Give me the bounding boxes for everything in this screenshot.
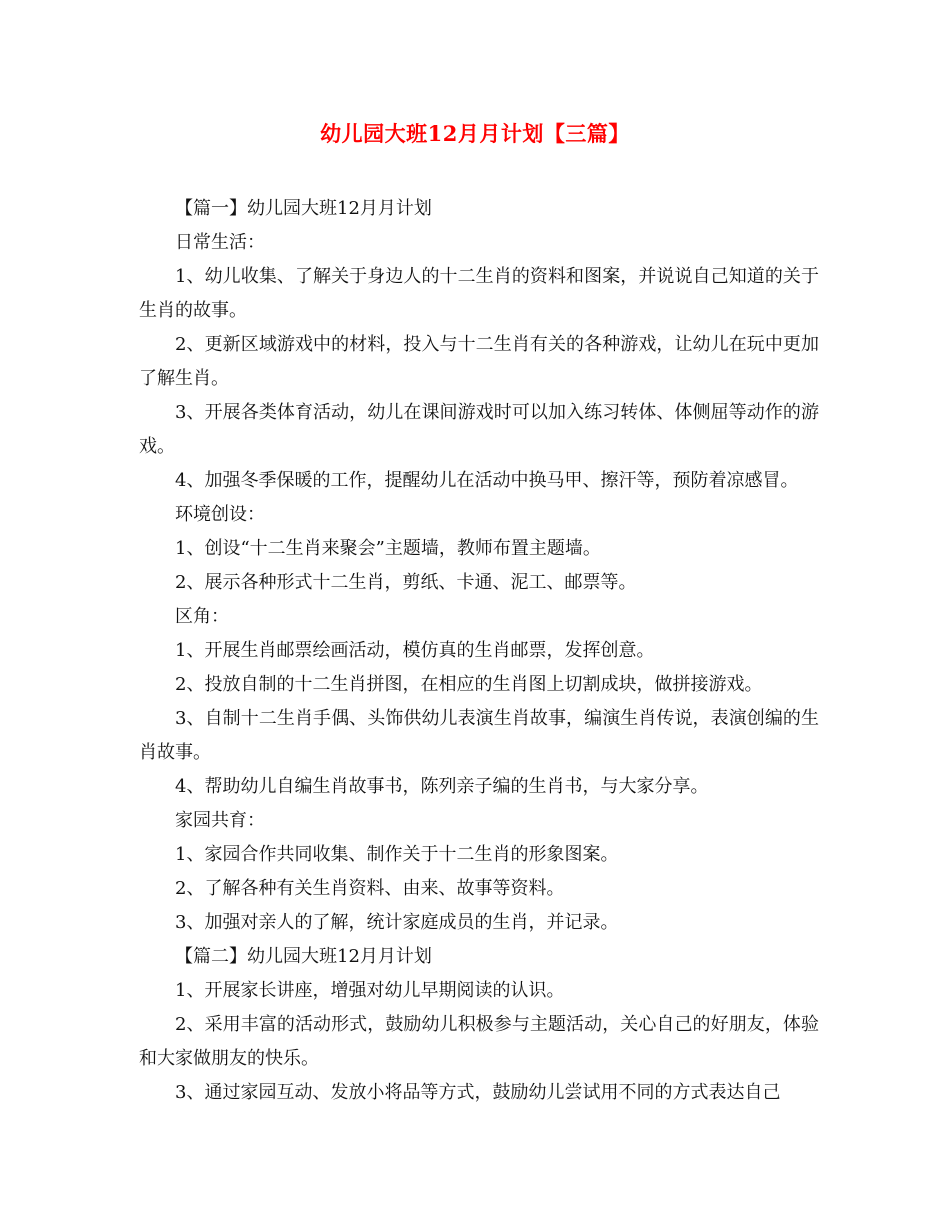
list-item: 1、创设“十二生肖来聚会”主题墙，教师布置主题墙。 [175, 538, 601, 559]
list-item: 4、加强冬季保暖的工作，提醒幼儿在活动中换马甲、擦汗等，预防着凉感冒。 [175, 470, 799, 491]
list-item: 2、了解各种有关生肖资料、由来、故事等资料。 [175, 878, 565, 899]
list-item: 1、开展生肖邮票绘画活动，模仿真的生肖邮票，发挥创意。 [175, 640, 655, 661]
document-title: 幼儿园大班12月月计划【三篇】 [320, 121, 630, 146]
list-item: 1、家园合作共同收集、制作关于十二生肖的形象图案。 [175, 844, 619, 865]
list-item: 2、采用丰富的活动形式，鼓励幼儿积极参与主题活动，关心自己的好朋友，体验和大家做朋友的快乐。 [139, 1014, 819, 1069]
section-heading: 【篇一】幼儿园大班12月月计划 [175, 198, 432, 219]
list-item: 2、展示各种形式十二生肖，剪纸、卡通、泥工、邮票等。 [175, 572, 637, 593]
list-item: 3、开展各类体育活动，幼儿在课间游戏时可以加入练习转体、体侧屈等动作的游戏。 [139, 402, 819, 457]
list-item: 1、开展家长讲座，增强对幼儿早期阅读的认识。 [175, 980, 565, 1001]
section-heading: 【篇二】幼儿园大班12月月计划 [175, 946, 432, 967]
list-item: 2、更新区域游戏中的材料，投入与十二生肖有关的各种游戏，让幼儿在玩中更加了解生肖。 [139, 334, 819, 389]
list-item: 3、通过家园互动、发放小将品等方式，鼓励幼儿尝试用不同的方式表达自己 [175, 1082, 781, 1103]
list-item: 3、加强对亲人的了解，统计家庭成员的生肖，并记录。 [175, 912, 619, 933]
list-item: 3、自制十二生肖手偶、头饰供幼儿表演生肖故事，编演生肖传说，表演创编的生肖故事。 [139, 708, 819, 763]
list-item: 1、幼儿收集、了解关于身边人的十二生肖的资料和图案，并说说自己知道的关于生肖的故事。 [139, 266, 819, 321]
subheading: 家园共育： [175, 810, 265, 831]
list-item: 4、帮助幼儿自编生肖故事书，陈列亲子编的生肖书，与大家分享。 [175, 776, 709, 797]
list-item: 2、投放自制的十二生肖拼图，在相应的生肖图上切割成块，做拼接游戏。 [175, 674, 763, 695]
document-body [139, 192, 819, 1110]
subheading: 环境创设： [175, 504, 265, 525]
subheading: 日常生活： [175, 232, 265, 253]
subheading: 区角： [175, 606, 229, 627]
